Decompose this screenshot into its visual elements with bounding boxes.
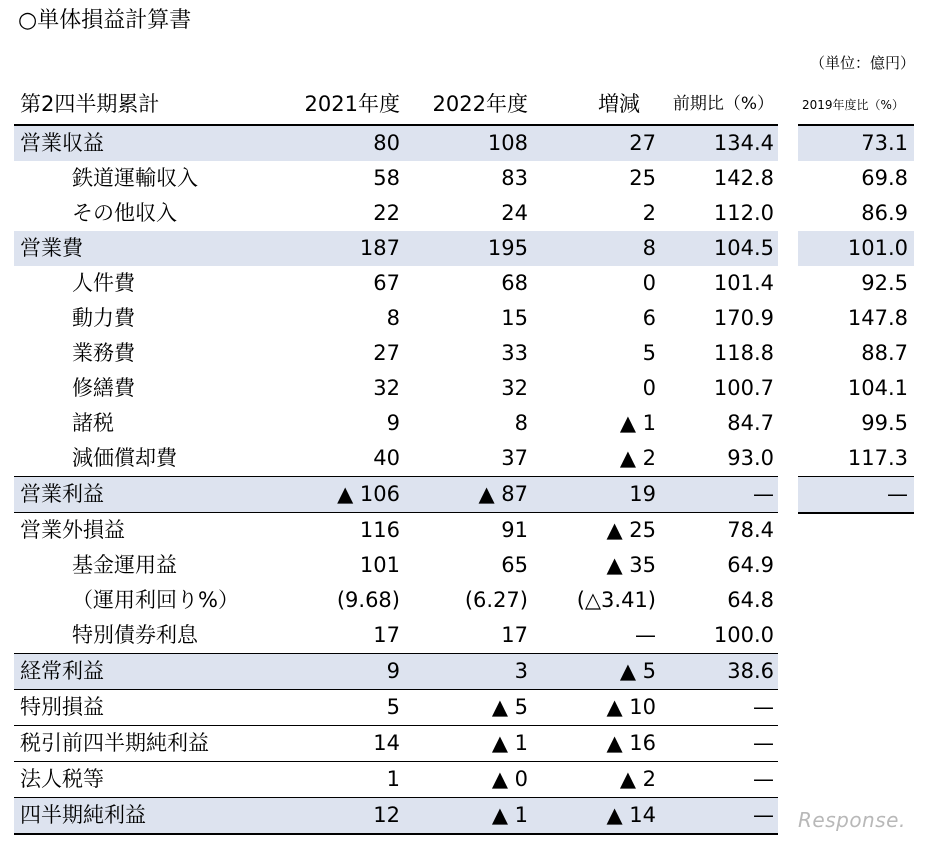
row-label: 特別損益 — [20, 695, 104, 719]
cell-change: ▲ 5 — [619, 659, 656, 683]
cell-change: 5 — [642, 341, 656, 365]
header-vs-2019: 2019年度比（%） — [802, 98, 904, 112]
table-row — [798, 476, 914, 514]
cell-ratio: 112.0 — [713, 201, 774, 225]
cell-fy2021: 32 — [373, 376, 400, 400]
cell-fy2021: 22 — [373, 201, 400, 225]
vs-2019-table — [798, 124, 914, 514]
cell-ratio: 38.6 — [727, 659, 774, 683]
cell-ratio: — — [753, 767, 774, 791]
cell-ratio: — — [753, 803, 774, 827]
table-row — [14, 266, 778, 301]
cell-fy2021: 101 — [359, 553, 400, 577]
cell-fy2022: 15 — [501, 306, 528, 330]
table-row — [14, 126, 778, 161]
table-row — [798, 336, 914, 371]
cell-change: 25 — [629, 166, 656, 190]
cell-fy2022: 108 — [487, 131, 528, 155]
cell-change: 8 — [642, 236, 656, 260]
table-row — [14, 406, 778, 441]
table-row — [14, 476, 778, 512]
table-row — [14, 336, 778, 371]
table-row — [798, 441, 914, 476]
header-change: 増減 — [598, 92, 640, 116]
cell-fy2021: (9.68) — [336, 588, 400, 612]
cell-fy2021: 187 — [359, 236, 400, 260]
row-label: 営業外損益 — [20, 518, 125, 542]
row-label: 減価償却費 — [72, 446, 177, 470]
cell-fy2022: ▲ 1 — [491, 731, 528, 755]
row-label: 税引前四半期純利益 — [20, 731, 209, 755]
cell-vs-2019: 101.0 — [847, 236, 908, 260]
cell-change: ▲ 10 — [606, 695, 656, 719]
cell-fy2021: 58 — [373, 166, 400, 190]
cell-fy2021: 27 — [373, 341, 400, 365]
table-row — [14, 231, 778, 266]
cell-change: ▲ 2 — [619, 767, 656, 791]
table-row — [798, 126, 914, 161]
table-row — [14, 797, 778, 835]
table-row — [14, 441, 778, 476]
table-row — [14, 548, 778, 583]
cell-change: ▲ 1 — [619, 411, 656, 435]
table-row — [14, 618, 778, 653]
row-label: 業務費 — [72, 341, 135, 365]
cell-ratio: — — [753, 731, 774, 755]
cell-fy2022: (6.27) — [464, 588, 528, 612]
row-label: 動力費 — [72, 306, 135, 330]
cell-change: 2 — [642, 201, 656, 225]
row-label: 営業利益 — [20, 482, 104, 506]
page-title: ○単体損益計算書 — [18, 8, 192, 33]
cell-vs-2019: — — [887, 482, 908, 506]
table-row — [14, 301, 778, 336]
table-row — [798, 301, 914, 336]
cell-fy2022: 32 — [501, 376, 528, 400]
cell-ratio: 104.5 — [713, 236, 774, 260]
row-label: 修繕費 — [72, 376, 135, 400]
header-ratio: 前期比（%） — [672, 94, 774, 114]
table-header — [14, 84, 778, 124]
cell-vs-2019: 147.8 — [847, 306, 908, 330]
cell-ratio: — — [753, 695, 774, 719]
table-row — [14, 725, 778, 761]
cell-fy2022: 33 — [501, 341, 528, 365]
cell-ratio: 100.7 — [713, 376, 774, 400]
cell-ratio: 93.0 — [727, 446, 774, 470]
cell-fy2021: 5 — [386, 695, 400, 719]
cell-vs-2019: 86.9 — [861, 201, 908, 225]
header-fy2021: 2021年度 — [304, 92, 400, 116]
income-statement-table — [14, 124, 778, 835]
cell-fy2021: 14 — [373, 731, 400, 755]
cell-ratio: 100.0 — [713, 623, 774, 647]
cell-change: — — [635, 623, 656, 647]
cell-fy2021: 9 — [386, 659, 400, 683]
cell-fy2021: ▲ 106 — [337, 482, 400, 506]
table-row — [14, 653, 778, 689]
cell-vs-2019: 92.5 — [861, 271, 908, 295]
row-label: 営業費 — [20, 236, 83, 260]
table-row — [14, 371, 778, 406]
table-row — [14, 689, 778, 725]
cell-fy2022: 8 — [514, 411, 528, 435]
cell-fy2022: ▲ 1 — [491, 803, 528, 827]
cell-change: 0 — [642, 376, 656, 400]
cell-ratio: — — [753, 482, 774, 506]
cell-fy2021: 116 — [359, 518, 400, 542]
table-row — [798, 196, 914, 231]
cell-ratio: 64.8 — [727, 588, 774, 612]
cell-change: 27 — [629, 131, 656, 155]
response-watermark: Response. — [798, 808, 906, 832]
cell-change: (△3.41) — [576, 588, 656, 612]
cell-fy2021: 17 — [373, 623, 400, 647]
cell-ratio: 101.4 — [713, 271, 774, 295]
cell-ratio: 118.8 — [713, 341, 774, 365]
row-label: 四半期純利益 — [20, 803, 146, 827]
table-row — [14, 761, 778, 797]
cell-fy2022: 37 — [501, 446, 528, 470]
cell-fy2022: 195 — [487, 236, 528, 260]
cell-change: 0 — [642, 271, 656, 295]
cell-change: ▲ 2 — [619, 446, 656, 470]
table-row — [14, 583, 778, 618]
cell-fy2022: ▲ 5 — [491, 695, 528, 719]
cell-change: ▲ 14 — [606, 803, 656, 827]
row-label: 基金運用益 — [72, 553, 177, 577]
row-label: 諸税 — [72, 411, 114, 435]
table-row — [798, 161, 914, 196]
cell-vs-2019: 69.8 — [861, 166, 908, 190]
header-period: 第2四半期累計 — [20, 92, 160, 116]
table-row — [14, 512, 778, 548]
row-label: 人件費 — [72, 271, 135, 295]
row-label: 経常利益 — [20, 659, 104, 683]
cell-change: ▲ 25 — [606, 518, 656, 542]
table-row — [798, 371, 914, 406]
table-row — [798, 406, 914, 441]
row-label: 特別債券利息 — [72, 623, 198, 647]
cell-fy2021: 8 — [386, 306, 400, 330]
cell-ratio: 84.7 — [727, 411, 774, 435]
cell-vs-2019: 104.1 — [847, 376, 908, 400]
table-row — [14, 196, 778, 231]
cell-ratio: 142.8 — [713, 166, 774, 190]
cell-fy2021: 80 — [373, 131, 400, 155]
row-label: 営業収益 — [20, 131, 104, 155]
cell-fy2021: 40 — [373, 446, 400, 470]
cell-vs-2019: 88.7 — [861, 341, 908, 365]
row-label: 法人税等 — [20, 767, 104, 791]
side-table-header — [798, 84, 914, 124]
cell-fy2021: 1 — [386, 767, 400, 791]
cell-ratio: 134.4 — [713, 131, 774, 155]
cell-fy2022: 83 — [501, 166, 528, 190]
table-row — [798, 231, 914, 266]
cell-change: 19 — [629, 482, 656, 506]
cell-vs-2019: 73.1 — [861, 131, 908, 155]
cell-ratio: 78.4 — [727, 518, 774, 542]
cell-fy2021: 9 — [386, 411, 400, 435]
cell-vs-2019: 99.5 — [861, 411, 908, 435]
unit-note: （単位：億円） — [809, 54, 915, 72]
cell-fy2021: 12 — [373, 803, 400, 827]
cell-fy2022: 65 — [501, 553, 528, 577]
row-label: （運用利回り%） — [72, 588, 239, 612]
cell-fy2022: ▲ 0 — [491, 767, 528, 791]
cell-ratio: 170.9 — [713, 306, 774, 330]
cell-change: ▲ 35 — [606, 553, 656, 577]
cell-ratio: 64.9 — [727, 553, 774, 577]
cell-fy2022: 24 — [501, 201, 528, 225]
header-fy2022: 2022年度 — [432, 92, 528, 116]
cell-change: ▲ 16 — [606, 731, 656, 755]
cell-change: 6 — [642, 306, 656, 330]
cell-fy2022: 17 — [501, 623, 528, 647]
row-label: 鉄道運輸収入 — [72, 166, 198, 190]
cell-fy2022: ▲ 87 — [478, 482, 528, 506]
cell-vs-2019: 117.3 — [847, 446, 908, 470]
row-label: その他収入 — [72, 201, 177, 225]
cell-fy2022: 91 — [501, 518, 528, 542]
cell-fy2022: 68 — [501, 271, 528, 295]
cell-fy2021: 67 — [373, 271, 400, 295]
table-row — [798, 266, 914, 301]
table-row — [14, 161, 778, 196]
cell-fy2022: 3 — [514, 659, 528, 683]
